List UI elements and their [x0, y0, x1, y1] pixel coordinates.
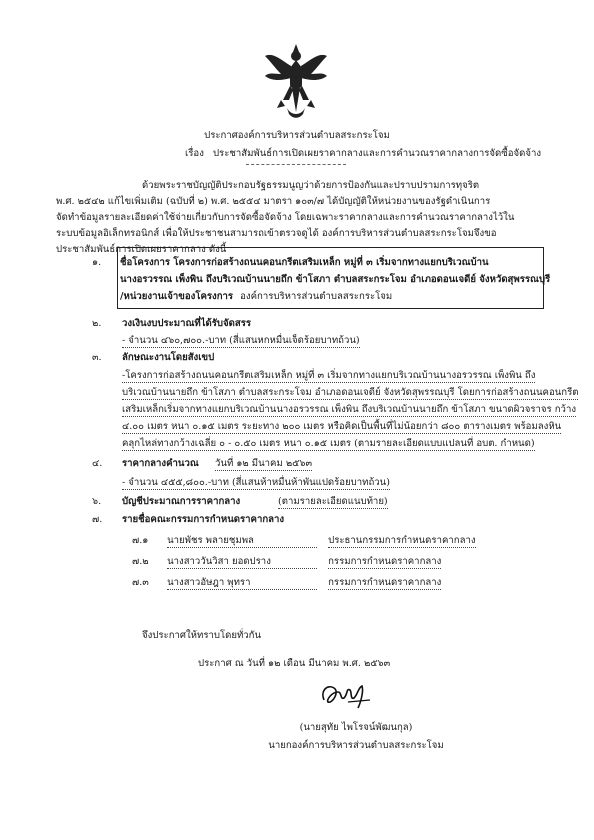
handwritten-signature [318, 680, 374, 710]
intro-line-2: พ.ศ. ๒๕๔๒ แก้ไขเพิ่มเติม (ฉบับที่ ๒) พ.ศ. ๒๕๕๔ มาตรา ๑๐๓/๗ ได้บัญญัติให้หน่วยงานของรัฐดำเนินการ [56, 196, 491, 207]
intro-line-3: จัดทำข้อมูลรายละเอียดค่าใช้จ่ายเกี่ยวกับการจัดซื้อจัดจ้าง โดยเฉพาะราคากลางและการคำนวณราคากลางไว้ใน [56, 212, 515, 223]
committee-member-name: นายพัชร พลายชุมพล [167, 535, 317, 548]
announcement-title: ประกาศองค์การบริหารส่วนตำบลสระกระโจม [204, 130, 390, 141]
median-price-label: ราคากลางคำนวณ [122, 458, 199, 469]
subject-text: ประชาสัมพันธ์การเปิดเผยราคากลางและการคำนวณราคากลางการจัดซื้อจัดจ้าง [212, 148, 542, 159]
committee-member-role: ประธานกรรมการกำหนดราคากลาง [328, 535, 476, 546]
item-1-number: ๑. [92, 257, 102, 268]
signer-name-wrap [0, 722, 594, 734]
item-4-number: ๔. [92, 458, 103, 469]
committee-label: รายชื่อคณะกรรมการกำหนดราคากลาง [122, 514, 285, 525]
project-name-line-1: ชื่อโครงการ โครงการก่อสร้างถนนคอนกรีตเสริมเหล็ก หมู่ที่ ๓ เริ่มจากทางแยกบริเวณบ้าน [120, 257, 489, 268]
work-summary-label: ลักษณะงานโดยสังเขป [122, 352, 215, 363]
committee-member-name: นางสาวอัษฎา พุทรา [167, 577, 317, 590]
price-estimate-note: (ตามรายละเอียดแนบท้าย) [278, 496, 388, 507]
signer-name: (นายสุทัย ไพโรจน์พัฒนกุล) [299, 722, 413, 733]
work-summary-line-5: คลุกไหล่ทางกว้างเฉลี่ย ๐ - ๐.๕๐ เมตร หนา ๐.๑๕ เมตร (ตามรายละเอียดแบบแปลนที่ อบต. กำหนด) [122, 438, 535, 449]
median-price-date: วันที่ ๑๒ มีนาคม ๒๕๖๓ [215, 458, 313, 469]
committee-member-name: นางสาววันวิสา ยอดปราง [167, 556, 317, 569]
budget-label: วงเงินงบประมาณที่ได้รับจัดสรร [122, 318, 252, 329]
subject-line [185, 148, 541, 160]
committee-member-role: กรรมการกำหนดราคากลาง [328, 556, 442, 567]
committee-member-row: ๗.๑ นายพัชร พลายชุมพล ประธานกรรมการกำหนดราคากลาง [132, 535, 476, 546]
project-name-line-2: นางอรวรรณ เพ็งพิน ถึงบริเวณบ้านนายถึก ข้าโสภา ตำบลสระกระโจม อำเภอดอนเจดีย์ จังหวัดสุพรรณบุรี [120, 274, 551, 285]
signer-title: นายกองค์การบริหารส่วนตำบลสระกระโจม [268, 740, 444, 751]
signer-title-wrap [0, 740, 594, 752]
median-price-amount: - จำนวน ๔๕๕,๘๐๐.-บาท (สี่แสนห้าหมื่นห้าพันแปดร้อยบาทถ้วน) [122, 477, 390, 488]
intro-line-1: ด้วยพระราชบัญญัติประกอบรัฐธรรมนูญว่าด้วยการป้องกันและปราบปรามการทุจริต [142, 180, 480, 191]
intro-line-5: ประชาสัมพันธ์การเปิดเผยราคากลาง ดังนี้ [56, 244, 227, 255]
announcement-date: ประกาศ ณ วันที่ ๑๒ เดือน มีนาคม พ.ศ. ๒๕๖๓ [198, 658, 391, 669]
project-owner-line [120, 291, 392, 303]
price-estimate-label: บัญชีประมาณการราคากลาง [122, 496, 241, 507]
subject-prefix: เรื่อง [185, 148, 204, 159]
project-owner-value: องค์การบริหารส่วนตำบลสระกระโจม [240, 291, 393, 302]
committee-member-role: กรรมการกำหนดราคากลาง [328, 577, 442, 588]
committee-member-row: ๗.๓ นางสาวอัษฎา พุทรา กรรมการกำหนดราคากลาง [132, 577, 442, 588]
work-summary-line-4: ๔.๐๐ เมตร หนา ๐.๑๕ เมตร ระยะทาง ๒๐๐ เมตร หรือคิดเป็นพื้นที่ไม่น้อยกว่า ๘๐๐ ตารางเมตร พร้อมลงหิน [122, 421, 562, 432]
intro-line-4: ระบบข้อมูลอิเล็กทรอนิกส์ เพื่อให้ประชาชนสามารถเข้าตรวจดูได้ องค์การบริหารส่วนตำบลสระกระโจมจึงขอ [56, 228, 497, 239]
item-2-number: ๒. [92, 318, 102, 329]
item-3-number: ๓. [92, 352, 102, 363]
garuda-emblem [263, 42, 329, 120]
announcement-closing: จึงประกาศให้ทราบโดยทั่วกัน [142, 630, 262, 641]
header-divider [246, 164, 346, 165]
work-summary-line-1: -โครงการก่อสร้างถนนคอนกรีตเสริมเหล็ก หมู่ที่ ๓ เริ่มจากทางแยกบริเวณบ้านนางอรวรรณ เพ็งพิน ถึง [122, 370, 536, 381]
budget-amount: - จำนวน ๔๖๐,๗๐๐.-บาท (สี่แสนหกหมื่นเจ็ดร้อยบาทถ้วน) [122, 335, 360, 346]
item-6-number: ๖. [92, 496, 102, 507]
work-summary-line-2: บริเวณบ้านนายถึก ข้าโสภา ตำบลสระกระโจม อำเภอดอนเจดีย์ จังหวัดสุพรรณบุรี โดยการก่อสร้างถนนคอนกรีต [122, 387, 579, 398]
item-7-number: ๗. [92, 514, 103, 525]
project-owner-label: /หน่วยงานเจ้าของโครงการ [120, 291, 234, 302]
work-summary-line-3: เสริมเหล็กเริ่มจากทางแยกบริเวณบ้านนางอรวรรณ เพ็งพิน ถึงบริเวณบ้านนายถึก ข้าโสภา ขนาดผิวจราจร กว้าง [122, 404, 577, 415]
committee-member-row: ๗.๒ นางสาววันวิสา ยอดปราง กรรมการกำหนดราคากลาง [132, 556, 442, 567]
